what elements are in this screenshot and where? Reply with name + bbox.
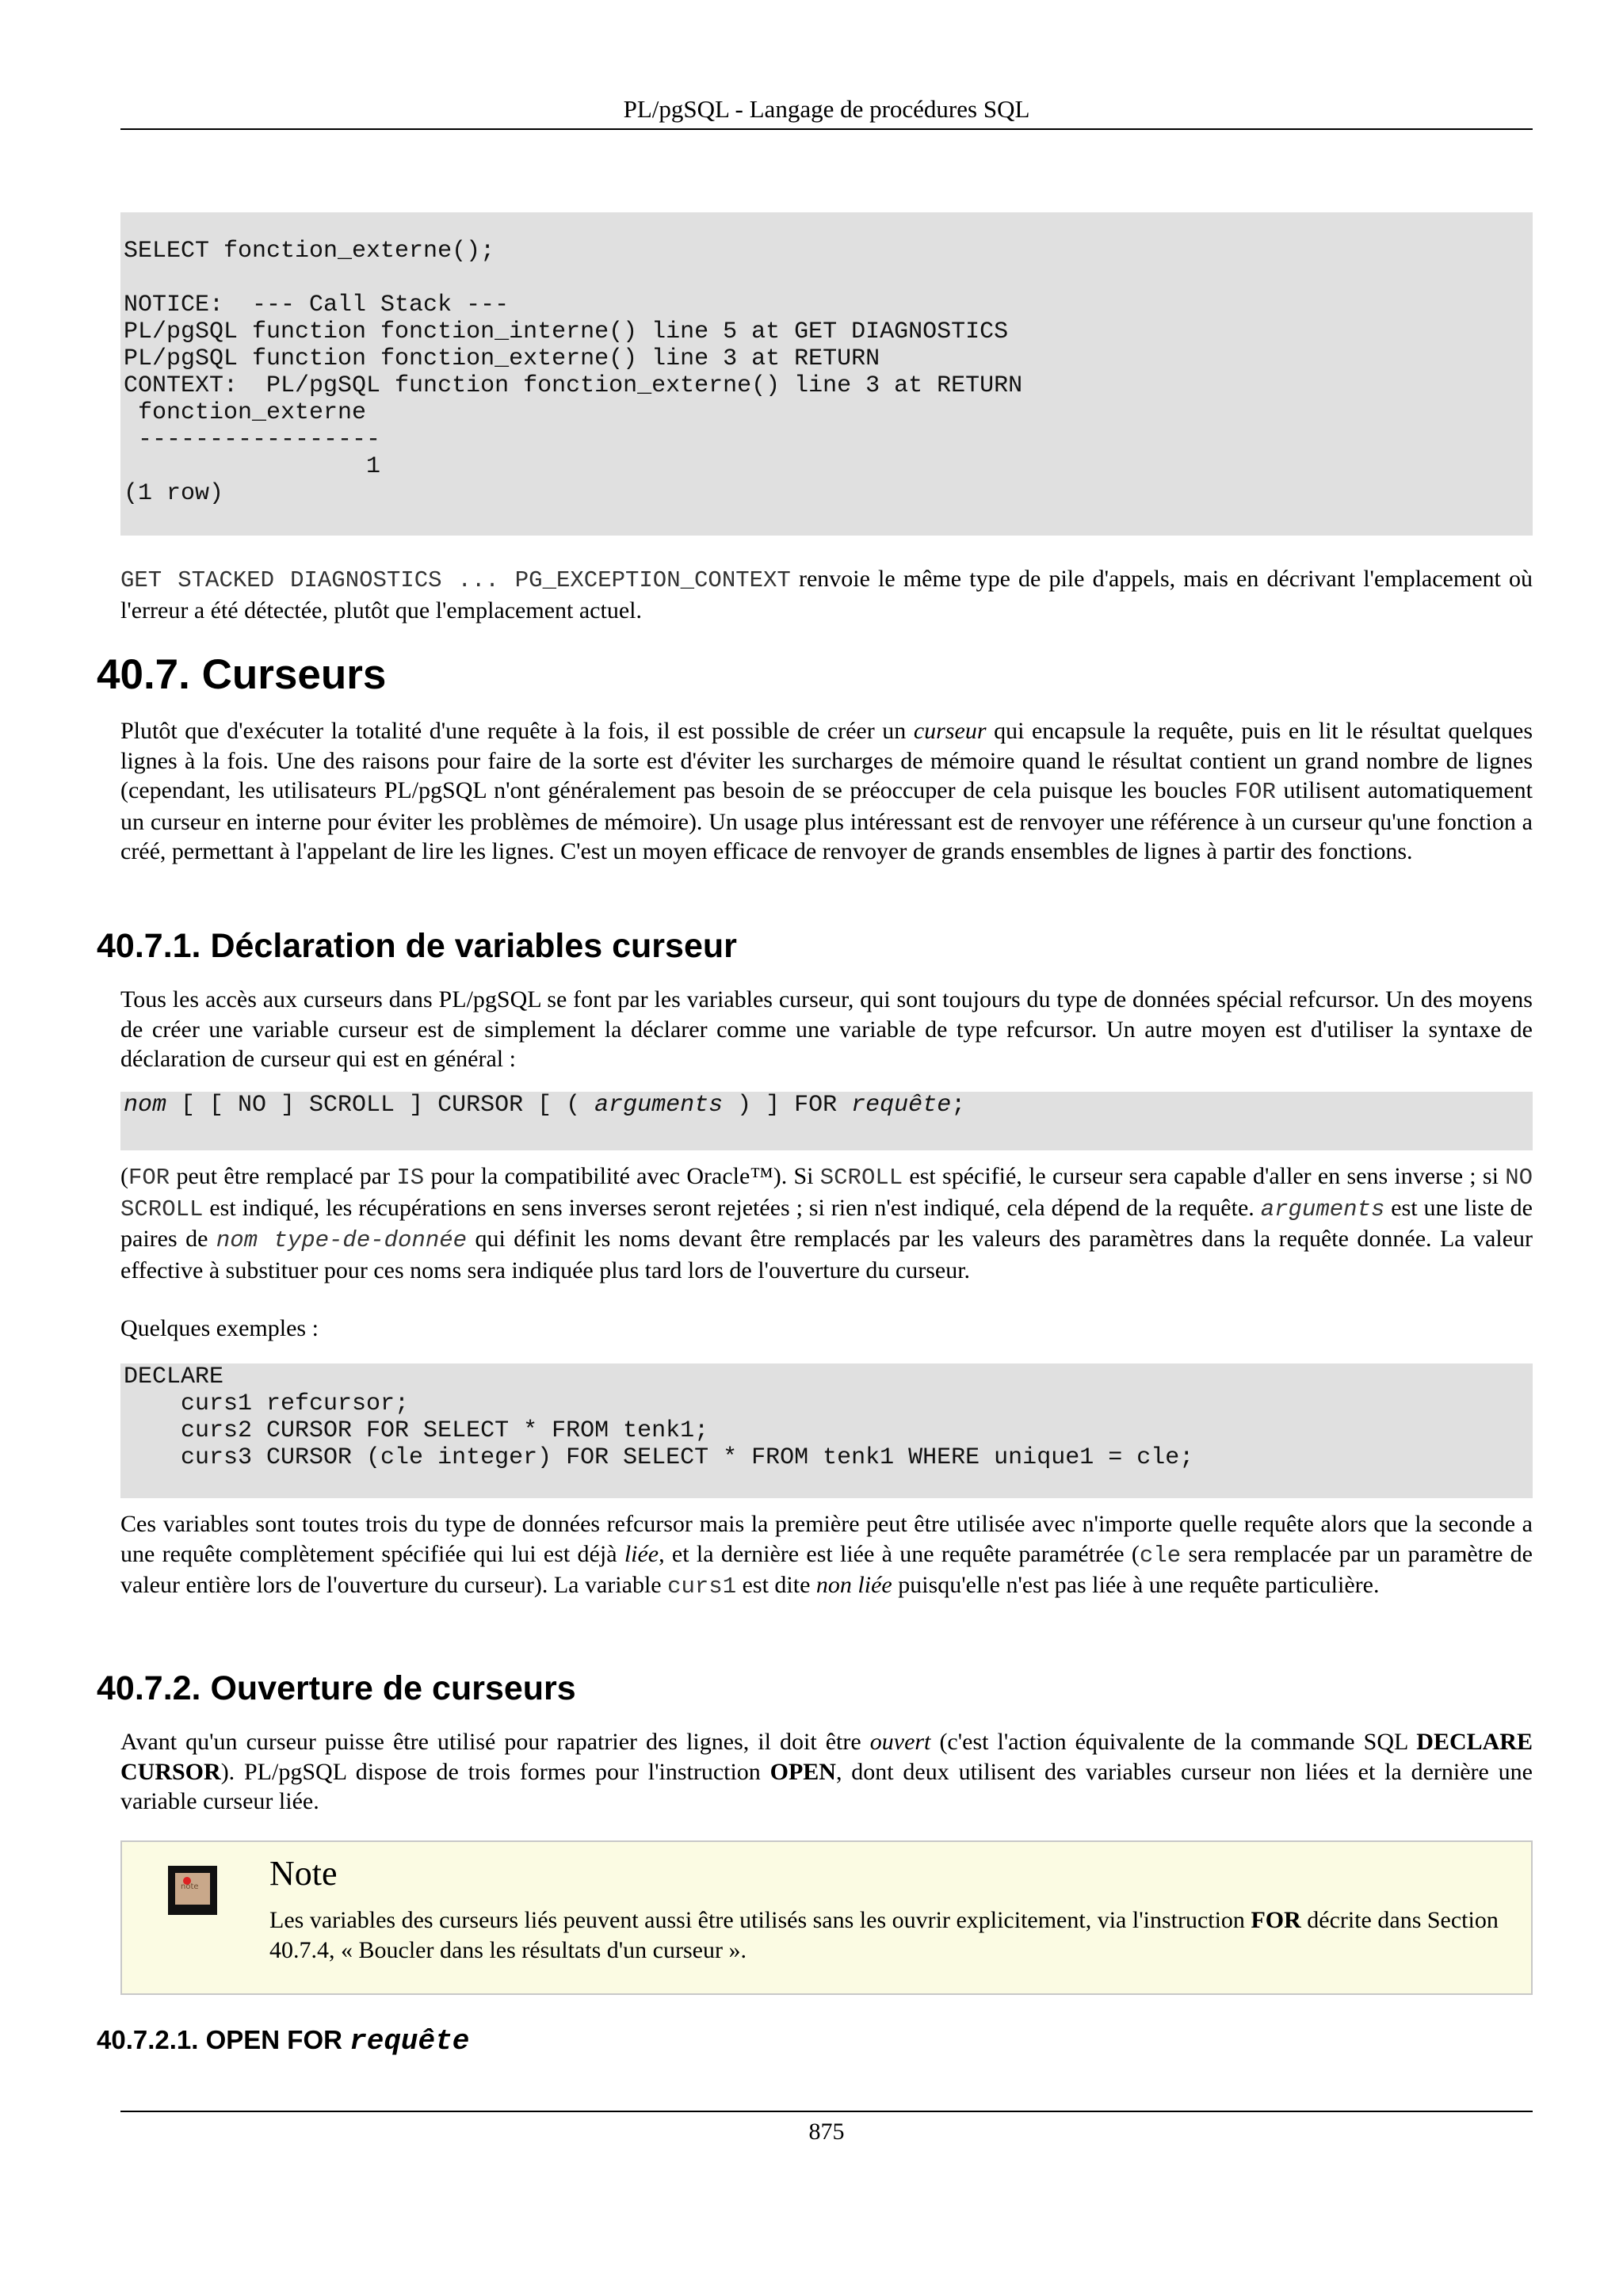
section-heading-40-7-1: 40.7.1. Déclaration de variables curseur (97, 927, 737, 965)
paragraph-examples-label: Quelques exemples : (120, 1315, 319, 1341)
text: peut être remplacé par (170, 1163, 397, 1189)
code-line: (1 row) (124, 480, 224, 507)
text: sera remplacée par un paramètre de valeur entière lors de l'ouverture du curseur). La variable (120, 1540, 1533, 1598)
text: ( (120, 1163, 128, 1189)
paragraph-refcursor-types (120, 1509, 1533, 1602)
text: utilisent automatiquement un curseur en interne pour éviter les problèmes de mémoire). Un usage plus intéressant est de renvoyer une référence à un curseur qu'une fonction a créé, permettant à l'appelant de lire les lignes. C'est un moyen efficace de renvoyer de grands ensembles de lignes à partir des fonctions. (120, 777, 1533, 864)
code-placeholder: requête (851, 1092, 952, 1119)
code-line: PL/pgSQL function fonction_interne() line 5 at GET DIAGNOSTICS (124, 318, 1009, 345)
code-placeholder: arguments (594, 1092, 724, 1119)
inline-code-italic: arguments (1260, 1196, 1385, 1222)
code-line: curs2 CURSOR FOR SELECT * FROM tenk1; (124, 1417, 709, 1444)
note-admonition (120, 1840, 1533, 1995)
text: Avant qu'un curseur puisse être utilisé pour rapatrier des lignes, il doit être (120, 1729, 870, 1755)
code-line: PL/pgSQL function fonction_externe() line 3 at RETURN (124, 345, 880, 372)
strong-command: FOR (1251, 1907, 1301, 1933)
section-heading-40-7-2-1 (97, 2023, 469, 2058)
text: est dite (736, 1572, 816, 1598)
strong-command: DECLARE CURSOR (120, 1729, 1533, 1785)
code-block-call-stack (120, 212, 1533, 536)
note-icon-pin (183, 1877, 191, 1885)
paragraph-syntax-explanation (120, 1161, 1533, 1285)
text: (c'est l'action équivalente de la commande SQL (930, 1729, 1417, 1755)
code-text: ; (951, 1092, 966, 1119)
text: , et la dernière est liée à une requête paramétrée ( (659, 1540, 1140, 1567)
code-line: curs3 CURSOR (cle integer) FOR SELECT * FROM tenk1 WHERE unique1 = cle; (124, 1444, 1194, 1471)
code-line: curs1 refcursor; (124, 1390, 410, 1417)
text: , dont deux utilisent des variables curseur non liées et la dernière une variable curseur liée. (120, 1758, 1533, 1814)
text: pour la compatibilité avec Oracle™). Si (424, 1163, 820, 1189)
section-heading-40-7-2: 40.7.2. Ouverture de curseurs (97, 1669, 576, 1707)
emphasis: liée (624, 1540, 659, 1567)
running-header: PL/pgSQL - Langage de procédures SQL (623, 95, 1030, 123)
inline-code: NO SCROLL (120, 1165, 1533, 1222)
text: est indiqué, les récupérations en sens inverses seront rejetées ; si rien n'est indiqué, cela dépend de la requête. (203, 1194, 1261, 1221)
note-icon (168, 1866, 217, 1915)
text: qui définit les noms devant être remplacés par les valeurs des paramètres dans la requête donnée. La valeur effective à substituer pour ces noms sera indiquée plus tard lors de l'ouverture du curseur. (120, 1226, 1533, 1283)
emphasis: ouvert (869, 1729, 931, 1755)
emphasis: curseur (913, 718, 987, 744)
code-line: 1 (124, 453, 381, 480)
text: qui encapsule la requête, puis en lit le résultat quelques lignes à la fois. Une des raisons pour faire de la sorte est d'éviter les surcharges de mémoire quand le résultat contient un grand nombre de lignes (cependant, les utilisateurs PL/pgSQL n'ont généralement pas besoin de se préoccuper de cela puisque les boucles (120, 718, 1533, 803)
inline-code: GET STACKED DIAGNOSTICS ... PG_EXCEPTION_CONTEXT (120, 567, 791, 593)
emphasis: non liée (815, 1572, 892, 1598)
text: est spécifié, le curseur sera capable d'aller en sens inverse ; si (903, 1163, 1506, 1189)
code-line: CONTEXT: PL/pgSQL function fonction_externe() line 3 at RETURN (124, 372, 1023, 399)
inline-code: curs1 (667, 1573, 737, 1600)
footer-rule (120, 2111, 1533, 2112)
inline-code: SCROLL (819, 1165, 903, 1191)
code-line: DECLARE (124, 1363, 224, 1390)
paragraph-stacked-diagnostics (120, 564, 1533, 625)
text: Ces variables sont toutes trois du type de données refcursor mais la première peut être utilisée avec n'importe quelle requête alors que la seconde a une requête complètement spécifiée qui lui est déjà (120, 1511, 1533, 1567)
strong-command: OPEN (769, 1758, 836, 1785)
code-line: fonction_externe (124, 399, 367, 426)
code-text: ) ] FOR (723, 1092, 852, 1119)
code-placeholder: nom (124, 1092, 167, 1119)
header-rule (120, 128, 1533, 130)
text: Les variables des curseurs liés peuvent aussi être utilisés sans les ouvrir explicitement, via l'instruction (269, 1907, 1251, 1933)
page-number: 875 (808, 2119, 845, 2145)
code-line: ----------------- (124, 426, 381, 453)
paragraph-text: renvoie le même type de pile d'appels, mais en décrivant l'emplacement où l'erreur a été détectée, plutôt que l'emplacement actuel. (120, 566, 1533, 624)
code-line: NOTICE: --- Call Stack --- (124, 292, 510, 318)
note-title: Note (269, 1854, 338, 1893)
text: Plutôt que d'exécuter la totalité d'une requête à la fois, il est possible de créer un (120, 718, 914, 744)
code-line: SELECT fonction_externe(); (124, 238, 495, 265)
paragraph-curseurs-intro (120, 716, 1533, 867)
inline-code-italic: nom type-de-donnée (216, 1227, 468, 1253)
paragraph-ouverture-intro (120, 1727, 1533, 1817)
text: puisqu'elle n'est pas liée à une requête particulière. (892, 1572, 1380, 1598)
section-heading-40-7: 40.7. Curseurs (97, 651, 387, 698)
code-block-declare-examples (120, 1363, 1533, 1498)
code-block-cursor-syntax (120, 1092, 1533, 1150)
code-text: [ [ NO ] SCROLL ] CURSOR [ ( (166, 1092, 595, 1119)
note-icon-paper (175, 1873, 210, 1905)
text: est une liste de paires de (120, 1194, 1533, 1252)
inline-code: cle (1139, 1542, 1182, 1569)
inline-code: IS (396, 1165, 425, 1191)
text: décrite dans Section 40.7.4, « Boucler dans les résultats d'un curseur ». (269, 1907, 1499, 1963)
heading-text: 40.7.2.1. OPEN FOR (97, 2025, 350, 2054)
note-text (269, 1905, 1520, 1965)
inline-code: FOR (128, 1165, 170, 1191)
inline-code: FOR (1234, 779, 1276, 805)
text: ). PL/pgSQL dispose de trois formes pour l'instruction (220, 1758, 770, 1785)
heading-code: requête (349, 2025, 470, 2058)
paragraph-declaration-intro: Tous les accès aux curseurs dans PL/pgSQL se font par les variables curseur, qui sont toujours du type de données spécial refcursor. Un des moyens de créer une variable curseur est de simplement la déclarer comme une variable de type refcursor. Un autre moyen est d'utiliser la syntaxe de déclaration de curseur qui est en général : (120, 986, 1533, 1072)
